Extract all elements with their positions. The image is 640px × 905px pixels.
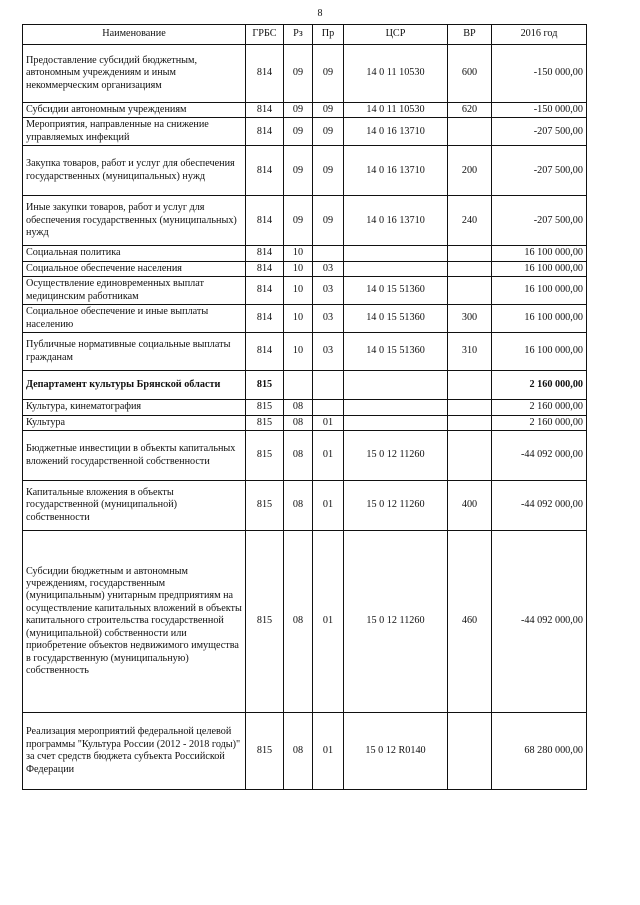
row-rz: 09 [284,196,313,246]
header-name: Наименование [23,25,246,45]
row-grbs: 815 [246,713,284,790]
row-vr: 460 [448,531,492,713]
row-amount: 16 100 000,00 [492,246,587,261]
row-grbs: 815 [246,400,284,415]
table-row [23,118,587,146]
row-grbs: 815 [246,415,284,430]
row-pr: 03 [313,261,344,276]
row-grbs: 814 [246,277,284,305]
row-name: Мероприятия, направленные на снижение управляемых инфекций [23,118,246,146]
row-grbs: 815 [246,481,284,531]
row-vr [448,118,492,146]
row-pr: 01 [313,713,344,790]
row-rz: 10 [284,261,313,276]
table-row [23,415,587,430]
row-pr: 09 [313,146,344,196]
row-csr: 14 0 15 51360 [344,277,448,305]
row-amount: 16 100 000,00 [492,305,587,333]
row-csr: 14 0 11 10530 [344,103,448,118]
row-vr [448,415,492,430]
row-vr [448,277,492,305]
table-row [23,371,587,400]
row-pr: 09 [313,103,344,118]
row-rz: 08 [284,531,313,713]
row-amount: 2 160 000,00 [492,415,587,430]
row-vr: 200 [448,146,492,196]
row-name: Закупка товаров, работ и услуг для обеспечения государственных (муниципальных) нужд [23,146,246,196]
row-vr: 620 [448,103,492,118]
row-rz: 08 [284,400,313,415]
table-row [23,103,587,118]
row-name: Иные закупки товаров, работ и услуг для обеспечения государственных (муниципальных) нужд [23,196,246,246]
row-rz: 10 [284,305,313,333]
table-row [23,333,587,371]
table-row [23,531,587,713]
row-rz: 08 [284,431,313,481]
row-vr: 300 [448,305,492,333]
header-pr: Пр [313,25,344,45]
row-vr [448,371,492,400]
header-vr: ВР [448,25,492,45]
header-row [23,25,587,45]
row-csr: 14 0 11 10530 [344,45,448,103]
row-grbs: 814 [246,246,284,261]
row-pr: 01 [313,415,344,430]
row-grbs: 814 [246,261,284,276]
row-amount: -44 092 000,00 [492,431,587,481]
row-vr [448,246,492,261]
row-vr: 400 [448,481,492,531]
table-row [23,196,587,246]
row-rz: 09 [284,103,313,118]
row-name: Субсидии бюджетным и автономным учреждениям, государственным (муниципальным) унитарным предприятиям на осуществление капитальных вложений в объекты капитального строительства государственной (муниципальной) собственности или приобретение объектов недвижимого имущества в государственную (муниципальную) собственность [23,531,246,713]
row-amount: -207 500,00 [492,146,587,196]
row-name: Публичные нормативные социальные выплаты гражданам [23,333,246,371]
row-pr: 09 [313,196,344,246]
row-csr: 15 0 12 11260 [344,481,448,531]
header-rz: Рз [284,25,313,45]
table-row [23,277,587,305]
row-amount: 68 280 000,00 [492,713,587,790]
row-name: Социальное обеспечение и иные выплаты населению [23,305,246,333]
row-rz: 08 [284,481,313,531]
row-csr: 14 0 16 13710 [344,196,448,246]
row-grbs: 815 [246,531,284,713]
row-amount: -44 092 000,00 [492,481,587,531]
row-grbs: 814 [246,146,284,196]
row-pr [313,371,344,400]
row-grbs: 814 [246,196,284,246]
table-row [23,261,587,276]
table-row [23,400,587,415]
table-row [23,431,587,481]
row-pr [313,400,344,415]
row-grbs: 814 [246,118,284,146]
row-vr: 600 [448,45,492,103]
row-name: Социальная политика [23,246,246,261]
row-grbs: 815 [246,431,284,481]
row-csr: 14 0 16 13710 [344,118,448,146]
row-rz: 08 [284,713,313,790]
row-rz: 10 [284,246,313,261]
row-pr: 01 [313,431,344,481]
row-pr: 03 [313,333,344,371]
row-name: Департамент культуры Брянской области [23,371,246,400]
row-name: Капитальные вложения в объекты государственной (муниципальной) собственности [23,481,246,531]
row-name: Субсидии автономным учреждениям [23,103,246,118]
row-rz: 10 [284,277,313,305]
row-rz: 08 [284,415,313,430]
row-vr [448,400,492,415]
row-amount: -150 000,00 [492,103,587,118]
row-csr [344,246,448,261]
row-pr: 09 [313,118,344,146]
row-name: Культура [23,415,246,430]
row-vr: 310 [448,333,492,371]
row-amount: -207 500,00 [492,196,587,246]
row-amount: -207 500,00 [492,118,587,146]
header-grbs: ГРБС [246,25,284,45]
table-row [23,246,587,261]
row-csr: 14 0 15 51360 [344,305,448,333]
row-amount: -44 092 000,00 [492,531,587,713]
row-vr [448,261,492,276]
row-csr: 15 0 12 R0140 [344,713,448,790]
row-amount: 16 100 000,00 [492,277,587,305]
row-name: Бюджетные инвестиции в объекты капитальных вложений государственной собственности [23,431,246,481]
row-name: Осуществление единовременных выплат медицинским работникам [23,277,246,305]
row-rz: 09 [284,45,313,103]
budget-table [22,24,587,790]
row-rz: 10 [284,333,313,371]
row-amount: 2 160 000,00 [492,371,587,400]
row-pr [313,246,344,261]
row-amount: 16 100 000,00 [492,261,587,276]
row-name: Предоставление субсидий бюджетным, автономным учреждениям и иным некоммерческим организациям [23,45,246,103]
header-year: 2016 год [492,25,587,45]
row-csr: 15 0 12 11260 [344,431,448,481]
table-row [23,146,587,196]
row-vr [448,713,492,790]
row-csr: 14 0 15 51360 [344,333,448,371]
row-csr [344,415,448,430]
row-csr: 14 0 16 13710 [344,146,448,196]
row-name: Реализация мероприятий федеральной целевой программы "Культура России (2012 - 2018 годы)" за счет средств бюджета субъекта Российской Федерации [23,713,246,790]
table-row [23,481,587,531]
row-csr [344,261,448,276]
row-pr: 01 [313,531,344,713]
header-csr: ЦСР [344,25,448,45]
row-pr: 03 [313,277,344,305]
row-pr: 01 [313,481,344,531]
row-pr: 03 [313,305,344,333]
page-number: 8 [317,8,323,19]
row-rz: 09 [284,118,313,146]
table-row [23,713,587,790]
row-name: Культура, кинематография [23,400,246,415]
row-grbs: 814 [246,333,284,371]
row-csr [344,371,448,400]
table-row [23,305,587,333]
row-vr [448,431,492,481]
row-pr: 09 [313,45,344,103]
row-amount: 16 100 000,00 [492,333,587,371]
row-grbs: 814 [246,103,284,118]
table-row [23,45,587,103]
row-csr: 15 0 12 11260 [344,531,448,713]
row-vr: 240 [448,196,492,246]
row-grbs: 814 [246,45,284,103]
row-rz: 09 [284,146,313,196]
row-csr [344,400,448,415]
row-amount: -150 000,00 [492,45,587,103]
row-rz [284,371,313,400]
row-amount: 2 160 000,00 [492,400,587,415]
row-grbs: 815 [246,371,284,400]
row-grbs: 814 [246,305,284,333]
row-name: Социальное обеспечение населения [23,261,246,276]
